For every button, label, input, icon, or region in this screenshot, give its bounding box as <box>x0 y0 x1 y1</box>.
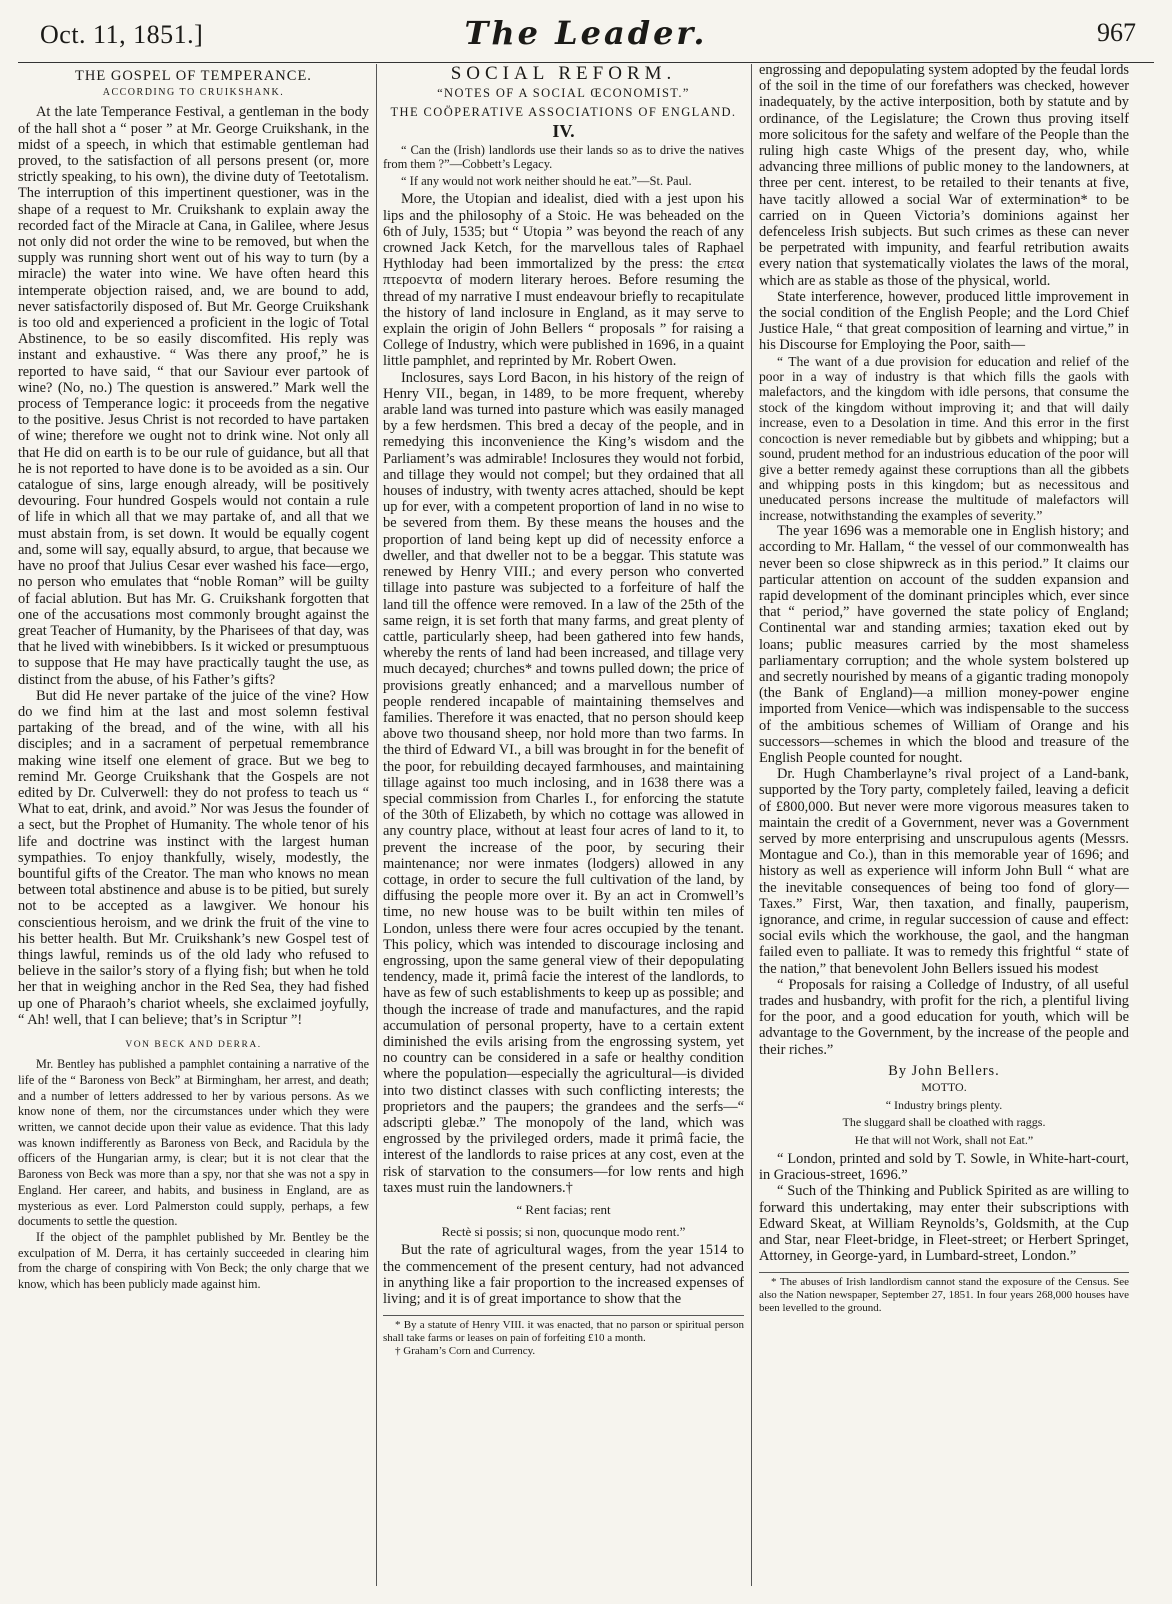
article-title: THE GOSPEL OF TEMPERANCE. <box>75 68 312 84</box>
masthead <box>18 0 1154 63</box>
article-subtitle: “NOTES OF A SOCIAL ŒCONOMIST.” <box>437 86 690 101</box>
page-number: 967 <box>1097 18 1136 47</box>
article-paragraph: If the object of the pamphlet published by Mr. Bentley be the exculpation of M. Derra, it has certainly succeeded in clearing him from the charge of conspiring with Von Beck; the only charge that we know, which has been publicly made against him. <box>18 1229 369 1292</box>
column-left <box>18 62 369 1604</box>
byline: By John Bellers. <box>888 1062 1000 1079</box>
article-paragraph: engrossing and depopulating system adopted by the feudal lords of the soil in the time of our forefathers was checked, however inadequately, by the active interposition, both by statute and by ordinance, of the Legislature; the Crown thus proving itself more solicitous for the safety and welfare of the People than the ruling high caste Whigs of the present day, who, while advancing three millions of public money to the landowners, at three per cent. interest, to be retailed to their tenants at five, have tacitly allowed a social War of extermination* to be carried on in Queen Victoria’s dominions against her defenceless Irish subjects. But such crimes as these can never be perpetrated with impunity, and fearful retribution awaits every nation that systematically violates the laws of the moral, which are as stable as those of the physical, world. <box>759 62 1129 289</box>
newspaper-title: The Leader. <box>464 14 708 52</box>
motto-line: “ Industry brings plenty. <box>885 1097 1003 1112</box>
footnotes <box>759 1272 1129 1314</box>
article-paragraph: The year 1696 was a memorable one in English history; and according to Mr. Hallam, “ the vessel of our commonwealth has never been so close shipwreck as in this period.” It claims our particular attention on account of the sudden expansion and rapid development of the dominant principles which, ever since that “ period,” have governed the state policy of England; Continental war and standing armies; taxation eked out by loans; public measures carried by the most shameless parliamentary corruption; and the whole system bolstered up and secretly nourished by means of a gigantic trading monopoly (the Bank of England)—a million money-power engine imported from Venice—which was indispensable to the success of the ambitious schemes of William of Orange and his successors—schemes in which the blood and treasure of the English People counted for nought. <box>759 523 1129 766</box>
article-paragraph: “ London, printed and sold by T. Sowle, in White-hart-court, in Gracious-street, 1696.” <box>759 1151 1129 1184</box>
epigraph: “ Can the (Irish) landlords use their lands so as to drive the natives from them ?”—Cobbett’s Legacy. <box>383 142 744 172</box>
block-quote: “ The want of a due provision for education and relief of the poor in a way of industry is that which fills the gaols with malefactors, and the kingdom with idle persons, that consume the stock of the kingdom without improving it; and that will daily increase, even to a Desolation in time. And this error in the first concoction is never remediable but by gibbets and whipping; but a sound, prudent method for an industrious education of the poor will give a better remedy against these corruptions than all the gibbets and whipping posts in this kingdom; but as necessitous and uneducated persons increase the multitude of malefactors will increase, notwithstanding the examples of severity.” <box>759 353 1129 523</box>
footnote: † Graham’s Corn and Currency. <box>395 1344 536 1357</box>
motto-line: He that will not Work, shall not Eat.” <box>854 1132 1034 1147</box>
article-paragraph: Inclosures, says Lord Bacon, in his history of the reign of Henry VII., began, in 1489, to be more frequent, whereby arable land was turned into pasture which was easily managed by a few herdsmen. This bred a decay of the people, and in remedying this inconvenience the King’s wisdom and the Parliament’s was admirable! Inclosures they would not forbid, and tillage they would not compel; but they ordained that all houses of industry, with twenty acres attached, should be kept up for ever, with a competent proportion of land in no wise to be severed from them. By these means the houses and the proportion of land being kept up did of necessity enforce a dweller, and that dweller not to be a beggar. This statute was renewed by Henry VIII.; and every person who converted tillage into pasture was subjected to a forfeiture of half the land till the offence were removed. In a law of the 25th of the same reign, it is set forth that many farms, and great plenty of cattle, particularly sheep, had been gathered into few hands, whereby the rents of land had been increased, and tillage very much decayed; churches* and towns pulled down; the price of provisions greatly enhanced; and a marvellous number of people rendered incapable of maintaining themselves and families. Therefore it was enacted, that no person should keep above two thousand sheep, nor hold more than two farms. In the third of Edward VI., a bill was brought in for the benefit of the poor, for rebuilding decayed farmhouses, and maintaining tillage against too much inclosing, and in 1638 there was a special commission from Charles I., for enforcing the statute of the 30th of Elizabeth, by which no cottage was allowed in any country place, without at least four acres of land to it, to prevent the increase of the poor, by securing their maintenance; nor were inmates (lodgers) allowed in any cottage, in order to secure the full cultivation of the land, by diffusing the people more over it. By an act in Cromwell’s time, no new house was to be built within ten miles of London, unless there were four acres occupied by the tenant. This policy, which was intended to discourage inclosing and engrossing, upon the same general view of their depopulating tendency, made it, primâ facie the interest of the landlords, to have as few of such establishments to keep up as possible; and though the increase of trade and manufactures, and the rapid accumulation of personal property, have to a certain extent diminished the evils arising from the engrossing system, yet no country can be considered in a safe or healthy condition where the population—especially the agricultural—is divided into two distinct classes with such conflicting interests; the proprietors and the paupers; the grandees and the serfs—“ adscripti glebæ.” The monopoly of the land, which was engrossed by the privileged orders, made it primâ facie, the interest of the landlords to raise prices at any cost, even at the risk of starvation to the consumers—for low rents and high taxes must ruin the landowners.† <box>383 369 744 1196</box>
article-paragraph: At the late Temperance Festival, a gentleman in the body of the hall shot a “ poser ” at Mr. George Cruikshank, in the midst of a speech, in which that estimable gentleman had proved, to the satisfaction of all persons present (or, more strictly speaking, to his own), the divine duty of Teetotalism. The interruption of this impertinent questioner, was in the shape of a request to Mr. Cruikshank to explain away the recorded fact of the Miracle at Cana, in Galilee, where Jesus not only did not order the wine to be removed, but when the supply was running short went out of his way to turn (by a miracle) the water into wine. We have often heard this intemperate objection raised, and, we are bound to add, never satisfactorily disposed of. But Mr. George Cruikshank is too old and experienced a proficient in the logic of Total Abstinence, to be so easily discomfited. His reply was instant and exhaustive. “ Was there any proof,” he is reported to have said, “ that our Saviour ever partook of wine? (No, no.) The question is answered.” Mark well the process of Temperance logic: it proceeds from the negative to the positive. Jesus Christ is not recorded to have partaken of wine; therefore we ought not to drink wine. Not only all that He did on earth is to be our rule of guidance, but all that he is not reported to have done is to be avoided as a sin. Our catalogue of sins, large enough already, will be positively devouring. Four hundred Gospels would not contain a rule of life in which all that we may partake of, and all that we must abstain from, is set down. It would be equally cogent and, some will say, equally absurd, to argue, that because we have no proof that Julius Cesar ever washed his face—ergo, no person who emulates that “noble Roman” will be guilty of facial ablution. But has Mr. G. Cruikshank forgotten that one of the accusations most commonly brought against the great Teacher of Humanity, by the Pharisees of that day, was that he lived with winebibbers. Is it wicked or presumptuous to suppose that He may have practically taught the use, as distinct from the abuse, of his Father’s gifts? <box>18 104 369 688</box>
article-paragraph: But the rate of agricultural wages, from the year 1514 to the commencement of the present century, had not advanced in anything like a fair proportion to the increased expenses of living; and it is of great importance to show that the <box>383 1242 744 1308</box>
article-paragraph: Mr. Bentley has published a pamphlet containing a narrative of the life of the “ Baroness von Beck” at Birmingham, her arrest, and death; and a number of letters addressed to her by various persons. As we know none of them, nor the circumstances under which they were written, we cannot decide upon their value as evidence. That this lady was known indifferently as Baroness von Beck, and Racidula by the officers of the Hungarian army, is clear; but it is not clear that the Baroness von Beck was more than a spy, nor that she was not a spy in England. Her career, and habits, and business in England, are as mysterious as ever. Lord Palmerston could supply, perhaps, a few documents to settle the question. <box>18 1057 369 1229</box>
article-subtitle: ACCORDING TO CRUIKSHANK. <box>102 87 285 99</box>
column-rule <box>376 64 377 1586</box>
article-paragraph: But did He never partake of the juice of the vine? How do we find him at the last and most solemn festival partaking of the bread, and of the wine, with all his disciples; and in a sacrament of perpetual remembrance making wine itself one element of grace. But we beg to remind Mr. George Cruikshank that the Gospels are not edited by Dr. Culverwell: they do not profess to teach us “ What to eat, drink, and avoid.” Nor was Jesus the founder of a sect, but the Prophet of Humanity. The whole tenor of his life and doctrine was instinct with the largest human sympathies. To enjoy thankfully, wisely, modestly, the bountiful gifts of the Creator. The man who knows no mean between total abstinence and abuse is to be pitied, but surely not to be accepted as a lawgiver. We honour his conscientious heroism, and we drink the fruit of the vine to his better health. But Mr. Cruikshank’s new Gospel test of things lawful, reminds us of the old lady who refused to believe in the sailor’s story of a flying fish; but when he told her that in weighing anchor in the Red Sea, they had fished up one of Pharaoh’s chariot wheels, she exclaimed joyfully, “ Ah! well, that I can believe; that’s in Scriptur ”! <box>18 687 369 1028</box>
column-right <box>759 62 1129 1604</box>
latin-verse: Rectè si possis; si non, quocunque modo rent.” <box>441 1224 686 1240</box>
section-heading: VON BECK AND DERRA. <box>125 1039 262 1050</box>
issue-date: Oct. 11, 1851.] <box>40 20 204 49</box>
footnote: * By a statute of Henry VIII. it was enacted, that no parson or spiritual person shall take farms or leases on pain of forfeiting £10 a month. <box>383 1319 744 1345</box>
series-title: THE COÖPERATIVE ASSOCIATIONS OF ENGLAND. <box>390 105 737 120</box>
column-rule <box>751 64 752 1586</box>
article-title: SOCIAL REFORM. <box>450 63 677 84</box>
footnotes <box>383 1315 744 1357</box>
motto-line: The sluggard shall be cloathed with raggs. <box>842 1115 1046 1130</box>
article-paragraph: More, the Utopian and idealist, died with a jest upon his lips and the philosophy of a Stoic. He was beheaded on the 6th of July, 1535; but “ Utopia ” was beyond the reach of any crowned Jack Ketch, for the marvellous tales of Raphael Hythloday had been immortalized by the press: the επεα πτεροεντα of modern literary heroes. Before resuming the thread of my narrative I must endeavour briefly to recapitulate the history of land inclosure in England, as it may serve to explain the origin of John Bellers “ proposals ” for raising a College of Industry, which were published in 1696, in a quaint little pamphlet, and reprinted by Mr. Robert Owen. <box>383 191 744 370</box>
epigraph: “ If any would not work neither should he eat.”—St. Paul. <box>401 174 692 189</box>
part-number: IV. <box>552 120 575 141</box>
motto-label: MOTTO. <box>921 1080 967 1095</box>
block-quote: “ Proposals for raising a Colledge of Industry, of all useful trades and husbandry, with profit for the rich, a plentiful living for the poor, and a good education for youth, which will be advantage to the Government, by the increase of the people and their riches.” <box>759 976 1129 1058</box>
column-middle <box>383 62 744 1604</box>
article-paragraph: “ Such of the Thinking and Publick Spirited as are willing to forward this undertaking, may enter their subscriptions with Edward Skeat, at William Reynolds’s, Goldsmith, at the Cup and Star, near Fleet-bridge, in Fleet-street; or Herbert Springet, Attorney, in George-yard, in Lumbard-street, London.” <box>759 1183 1129 1265</box>
latin-verse: “ Rent facias; rent <box>516 1202 611 1218</box>
article-paragraph: Dr. Hugh Chamberlayne’s rival project of a Land-bank, supported by the Tory party, completely failed, leaving a deficit of £800,000. But never were more vigorous measures taken to maintain the credit of a Government, never was a Government served by more enterprising and unscrupulous agents (Messrs. Montague and Co.), than in this memorable year of 1696; and history as well as experience will inform John Bull “ what are the inevitable consequences of being too fond of glory—Taxes.” First, War, then taxation, and finally, pauperism, ignorance, and crime, in regular succession of cause and effect: social evils which the workhouse, the gaol, and the hangman failed even to palliate. It was to remedy this frightful “ state of the nation,” that benevolent John Bellers issued his modest <box>759 766 1129 977</box>
footnote: * The abuses of Irish landlordism cannot stand the exposure of the Census. See also the Nation newspaper, September 27, 1851. In four years 268,000 houses have been levelled to the ground. <box>759 1276 1129 1315</box>
article-paragraph: State interference, however, produced little improvement in the social condition of the English People; and the Lord Chief Justice Hale, “ that great composition of learning and virtue,” in his Discourse for Employing the Poor, saith— <box>759 288 1129 354</box>
